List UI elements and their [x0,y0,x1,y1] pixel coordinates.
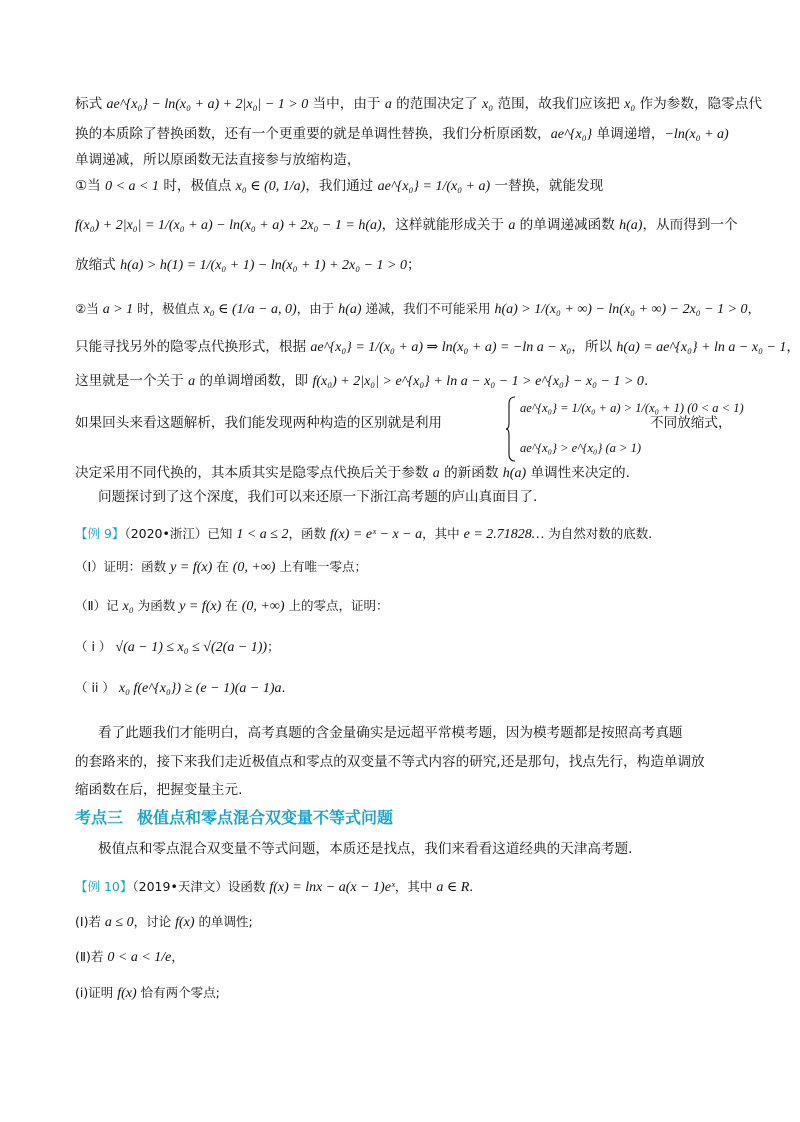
text: ， [171,949,184,964]
math: ae^{x₀} = 1/(x₀ + a) [377,179,491,194]
math: a [432,466,440,481]
text: 恰有两个零点; [136,985,220,1000]
text: ②当 [75,301,103,316]
math: 1 < a ≤ 2 [236,527,289,542]
math: y = f(x) [170,560,213,575]
piecewise-row-1: ae^{x₀} = 1/(x₀ + a) > 1/(x₀ + 1) (0 < a < 1) [520,401,744,415]
math: x₀ [122,599,134,614]
text: 上的零点，证明： [284,598,389,613]
text: （2019•天津文）设函数 [132,879,270,894]
math: −ln(x₀ + a) [664,127,729,142]
math: h(a) > h(1) = 1/(x₀ + 1) − ln(x₀ + 1) + 2x₀ − 1 > 0 [120,258,408,273]
math: f(x) [117,986,137,1001]
text: （Ⅰ）证明：函数 [75,559,171,574]
text: 的单调增函数，即 [195,373,313,389]
text: 一替换，就能发现 [490,178,604,194]
text: 单调性来决定的. [526,465,630,481]
math: ae^{x₀} − ln(x₀ + a) + 2|x₀| − 1 > 0 [106,97,309,112]
text: (Ⅱ)若 [75,949,108,964]
text: 作为参数，隐零点代 [635,96,762,112]
text: ， [747,301,761,316]
math: h(a) [619,218,643,233]
text: (i)证明 [75,985,118,1000]
para-line-3: 缩函数在后，把握变量主元. [75,782,243,798]
text: ，讨论 [133,914,176,929]
section-intro: 极值点和零点混合双变量不等式问题，本质还是找点，我们来看看这道经典的天津高考题. [98,841,633,857]
math: (0, +∞) [232,560,276,575]
text: 标式 [75,96,107,112]
text: 如果回头来看这题解析，我们能发现两种构造的区别就是利用 [75,415,443,431]
text: 的范围决定了 [391,96,483,112]
section-heading [75,808,725,828]
text: 单调递减，所以原函数无法直接参与放缩构造， [75,152,361,168]
text: （2020•浙江）已知 [124,526,237,541]
example-9-qii [75,678,725,699]
text: 的新函数 [439,465,503,481]
text: 单调递增， [592,126,665,142]
text: 换的本质除了替换函数，还有一个更重要的就是单调性替换，我们分析原函数， [75,126,551,142]
math: a [384,97,392,112]
math: x₀ ∈ (0, 1/a) [235,179,306,194]
text-line-7 [75,299,761,320]
math: h(a) [338,302,362,317]
example-9-header [75,524,725,545]
left-brace [505,396,517,462]
section-label: 考点三 [75,808,124,827]
math: f(x) = lnx − a(x − 1)eˣ [269,880,395,895]
example-9-q1 [75,557,725,578]
example-10-q1 [75,912,725,933]
math: h(a) [502,466,527,481]
math: ae^{x₀} [550,127,593,142]
text: 为自然对数的底数. [544,526,653,541]
math: 0 < a < 1/e [107,950,172,965]
math: x₀ [482,97,494,112]
text: ，由于 [296,301,339,316]
math: x₀ [624,97,636,112]
text: ，其中 [394,879,437,894]
para-line-1: 看了此题我们才能明白，高考真题的含金量确实是远超平常模考题，因为模考题都是按照高考真题 [98,725,683,741]
text: 时，极值点 [159,178,236,194]
text: 时，极值点 [133,301,204,316]
text: 的单调性; [194,914,253,929]
text: (Ⅰ)若 [75,914,105,929]
text: （ i ） [75,639,116,654]
math: 0 < a < 1 [105,179,160,194]
text: ； [407,257,421,273]
math: a [508,218,516,233]
text-line-2 [75,124,729,145]
math: a ≤ 0 [104,915,134,930]
text: ， [786,339,800,355]
text: 问题探讨到了这个深度，我们可以来还原一下浙江高考题的庐山真面目了. [98,489,538,505]
text-line-10 [75,463,725,484]
text: （ ii ） [75,680,119,695]
text: 上有唯一零点； [275,559,367,574]
text-line-5 [75,215,738,236]
text: ； [267,639,280,654]
text: 递减，我们不可能采用 [361,301,495,316]
text: ，我们通过 [305,178,378,194]
math: (0, +∞) [241,599,285,614]
math: x₀ ∈ (1/a − a, 0) [203,302,297,317]
math: h(a) > 1/(x₀ + ∞) − ln(x₀ + ∞) − 2x₀ − 1 > 0 [494,302,748,317]
text: ①当 [75,178,106,194]
math: f(x) = eˣ − x − a [329,527,423,542]
example-9-qi [75,637,725,658]
text-line-6 [75,255,725,276]
text: ，这样就能形成关于 [381,217,509,233]
text: 范围，故我们应该把 [493,96,625,112]
example-10-header [75,877,725,898]
text: 在 [221,598,242,613]
text: ，从而得到一个 [642,217,738,233]
text: 只能寻找另外的隐零点代换形式，根据 [75,339,311,355]
math: x₀ f(e^{x₀}) ≥ (e − 1)(a − 1)a [118,681,282,696]
piecewise-tail: 不同放缩式， [650,415,732,431]
text-line-3 [75,150,725,170]
example-10-q2 [75,947,725,968]
math: f(x₀) + 2|x₀| > e^{x₀} + ln a − x₀ − 1 > e^{x₀} − x₀ − 1 > 0 [312,374,644,389]
math: y = f(x) [179,599,222,614]
math: f(x₀) + 2|x₀| = 1/(x₀ + a) − ln(x₀ + a) + 2x₀ − 1 = h(a) [75,218,382,233]
text: 当中，由于 [308,96,385,112]
math: f(x) [175,915,195,930]
text: . [469,879,474,894]
math: a ∈ R [436,880,470,895]
text: 这里就是一个关于 [75,373,189,389]
example-tag: 【例 10】 [75,879,133,894]
math: e = 2.71828… [463,527,545,542]
para-line-2: 的套路来的，接下来我们走近极值点和零点的双变量不等式内容的研究,还是那句，找点先行，构造单调放 [75,754,705,770]
text: 的单调递减函数 [515,217,620,233]
text: 决定采用不同代换的，其本质其实是隐零点代换后关于参数 [75,465,433,481]
section-title: 极值点和零点混合双变量不等式问题 [137,808,394,827]
text: 为函数 [133,598,180,613]
text-line-11 [98,487,748,507]
text: . [281,680,286,695]
text-line-4 [75,176,725,197]
piecewise-row-2: ae^{x₀} > e^{x₀} (a > 1) [520,441,641,455]
text: 在 [212,559,233,574]
text-line-8 [75,337,800,358]
text: ，其中 [422,526,464,541]
math: a [188,374,196,389]
text: 放缩式 [75,257,121,273]
math: √(a − 1) ≤ x₀ ≤ √(2(a − 1)) [115,640,268,655]
text: ，函数 [288,526,330,541]
example-9-q2 [75,596,725,617]
text: . [643,373,649,389]
math: h(a) = ae^{x₀} + ln a − x₀ − 1 [616,340,787,355]
example-10-qi [75,983,725,1004]
math: a > 1 [102,302,134,317]
text-line-1 [75,94,762,115]
math: ae^{x₀} = 1/(x₀ + a) ⇒ ln(x₀ + a) = −ln a − x₀ [310,340,572,355]
text: ，所以 [571,339,617,355]
example-tag: 【例 9】 [75,526,125,541]
text-line-9 [75,371,725,392]
text: （Ⅱ）记 [75,598,123,613]
